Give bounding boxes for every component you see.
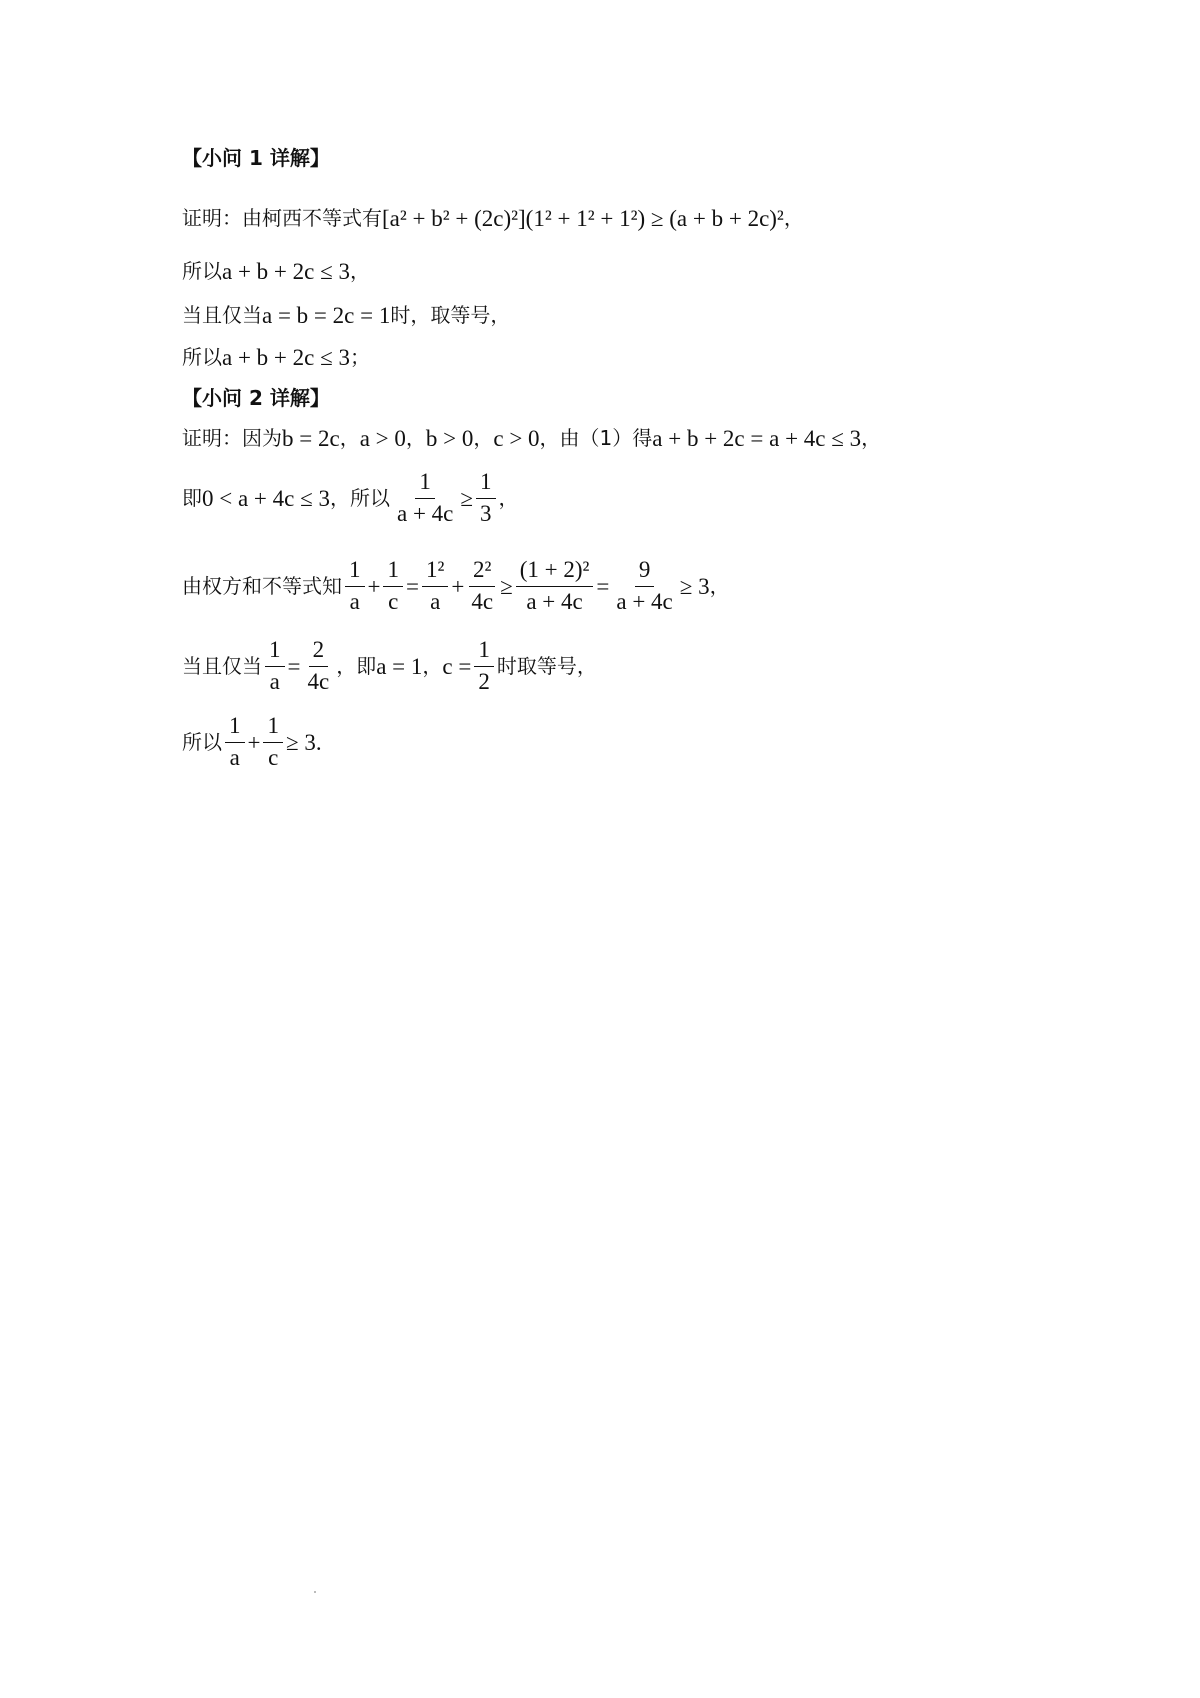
line8-mid: ，即 [336,654,377,678]
fraction-numerator: 1 [383,558,403,586]
separator: ， [709,574,730,598]
fraction [303,638,333,693]
part2-heading-text: 【小问 2 详解】 [182,386,330,410]
fraction [422,558,448,613]
line3-formula: a = b = 2c = 1 [262,302,391,328]
fraction-numerator: 1 [415,470,435,498]
fraction-denominator: a + 4c [616,588,673,614]
fraction-numerator: (1 + 2)² [516,558,594,586]
line6-mid: ，所以 [329,486,390,510]
fraction [345,558,365,613]
fraction-numerator: 1 [263,714,283,742]
separator: ， [498,486,519,510]
separator: ， [861,426,882,450]
part1-heading-text: 【小问 1 详解】 [182,146,330,170]
fraction [474,638,494,693]
line5-formula-2: a > 0 [359,425,406,451]
line2-formula: a + b + 2c ≤ 3 [222,258,350,284]
line5-prefix: 证明：因为 [182,426,282,450]
ge-sign: ≥ [500,573,513,599]
line4-prefix: 所以 [182,345,222,369]
fraction-denominator: c [268,744,279,770]
fraction-numerator: 2 [309,638,329,666]
equals-sign: = [405,573,419,599]
line5-formula-3: b > 0 [425,425,474,451]
separator: ， [339,426,360,450]
fraction-denominator: 2 [478,668,490,694]
line3-prefix: 当且仅当 [182,303,262,327]
proof-line-7 [182,556,730,616]
fraction-numerator: 1 [265,638,285,666]
fraction [393,470,457,525]
fraction-denominator: a [269,668,280,694]
line5-mid: ，由（1）得 [539,426,653,450]
ge-sign: ≥ [460,485,473,511]
fraction-denominator: 3 [480,500,492,526]
line6-formula-1: 0 < a + 4c ≤ 3 [202,485,330,511]
fraction-numerator: 1 [225,714,245,742]
fraction-denominator: c [388,588,399,614]
plus-sign: + [451,573,465,599]
proof-line-9 [182,712,322,772]
fraction [383,558,403,613]
line9-tail: ≥ 3 [285,729,316,755]
fraction-denominator: a + 4c [396,500,454,526]
line3-suffix: 时，取等号， [390,303,511,327]
scan-speck [314,1591,316,1593]
line9-suffix: . [315,729,322,755]
line8-suffix: 时取等号， [496,654,597,678]
proof-line-6 [182,468,519,528]
equals-sign: = [287,653,301,679]
line8-formula-2: c = [442,653,472,679]
fraction-denominator: 4c [471,588,494,614]
fraction [263,714,283,769]
fraction-denominator: a [349,588,360,614]
line1-suffix: ， [783,206,804,230]
plus-sign: + [247,729,261,755]
line6-prefix: 即 [182,486,202,510]
part1-heading [182,128,330,188]
fraction-denominator: a [430,588,441,614]
fraction-denominator: a [229,744,240,770]
fraction-numerator: 1 [474,638,494,666]
line7-prefix: 由权方和不等式知 [182,574,342,598]
proof-line-8 [182,636,597,696]
proof-line-5 [182,408,881,468]
fraction [612,558,676,613]
line7-tail: ≥ 3 [679,573,710,599]
fraction-denominator: 4c [307,668,330,694]
line5-formula-4: c > 0 [493,425,540,451]
line8-prefix: 当且仅当 [182,654,262,678]
cauchy-inequality-formula: [a² + b² + (2c)²](1² + 1² + 1²) ≥ (a + b + 2c)² [382,205,784,231]
separator: ， [473,426,494,450]
equals-sign: = [596,573,610,599]
fraction-numerator: 1 [476,470,496,498]
separator: ， [422,654,443,678]
fraction-denominator: a + 4c [526,588,583,614]
fraction [225,714,245,769]
line1-prefix: 证明：由柯西不等式有 [182,206,382,230]
line4-suffix: ； [349,345,370,369]
plus-sign: + [367,573,381,599]
fraction-numerator: 1 [345,558,365,586]
line8-formula-1: a = 1 [376,653,423,679]
proof-line-1 [182,188,804,248]
fraction-numerator: 2² [469,558,495,586]
line5-formula-1: b = 2c [282,425,340,451]
line2-suffix: ， [349,259,370,283]
separator: ， [405,426,426,450]
fraction-numerator: 1² [422,558,448,586]
line4-formula: a + b + 2c ≤ 3 [222,344,350,370]
fraction [516,558,594,613]
line2-prefix: 所以 [182,259,222,283]
fraction [467,558,497,613]
line9-prefix: 所以 [182,730,222,754]
line5-formula-5: a + b + 2c = a + 4c ≤ 3 [652,425,862,451]
fraction [265,638,285,693]
fraction-numerator: 9 [635,558,655,586]
fraction [476,470,496,525]
